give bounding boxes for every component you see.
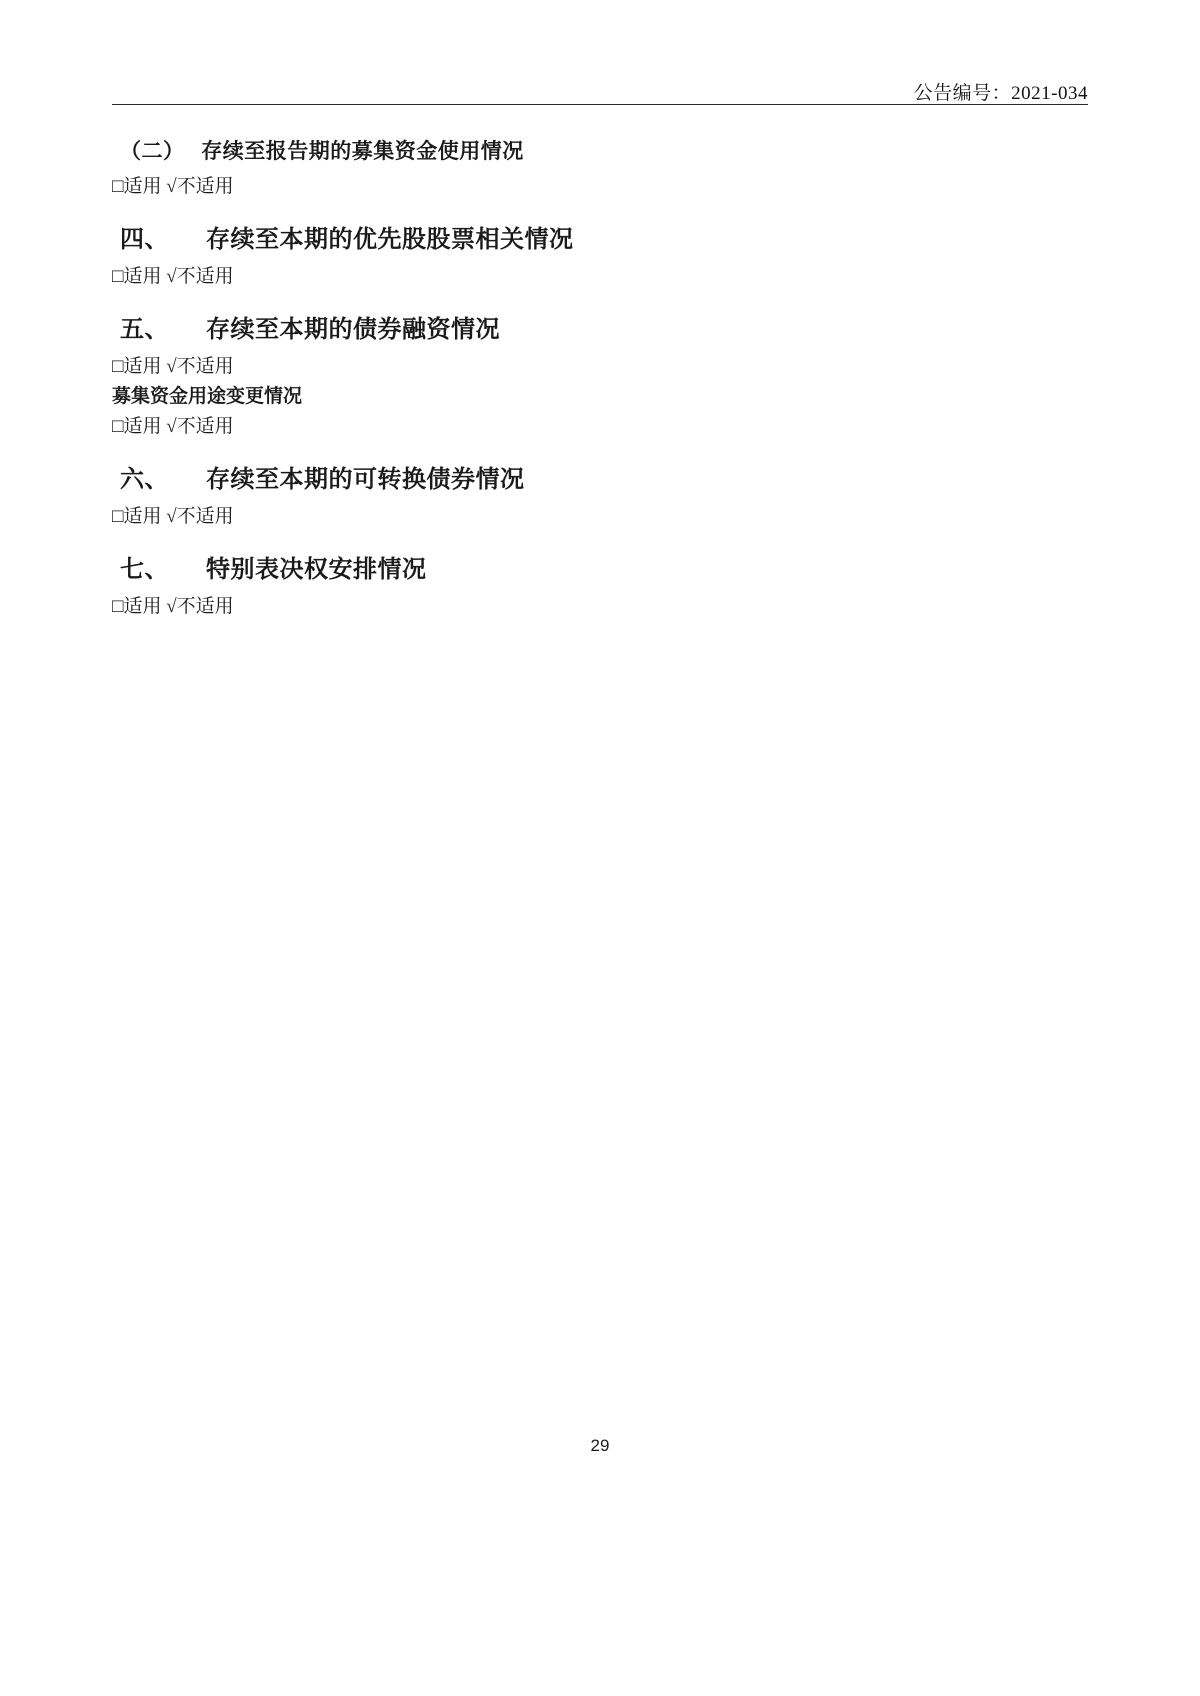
spacer [112, 202, 1088, 222]
section-heading-6: 六、 存续至本期的可转换债券情况 [120, 467, 525, 493]
page-number: 29 [590, 1436, 610, 1455]
section-heading-2-2: （二） 存续至报告期的募集资金使用情况 [120, 139, 524, 163]
applicability-4: □适用 √不适用 [112, 266, 234, 287]
spacer [112, 532, 1088, 552]
spacer [112, 292, 1088, 312]
section-heading-7: 七、 特别表决权安排情况 [120, 557, 427, 583]
applicability-fund-usage-change: □适用 √不适用 [112, 416, 234, 437]
applicability-6: □适用 √不适用 [112, 506, 234, 527]
document-body [112, 134, 1088, 622]
section-heading-4: 四、 存续至本期的优先股股票相关情况 [120, 227, 574, 253]
spacer [112, 442, 1088, 462]
section-heading-5: 五、 存续至本期的债券融资情况 [120, 317, 500, 343]
subsection-label-fund-usage-change: 募集资金用途变更情况 [112, 386, 303, 407]
applicability-7: □适用 √不适用 [112, 596, 234, 617]
page-header-announcement-number: 公告编号：2021-034 [913, 83, 1088, 104]
applicability-5: □适用 √不适用 [112, 356, 234, 377]
applicability-2-2: □适用 √不适用 [112, 176, 234, 197]
header-divider [112, 104, 1088, 105]
